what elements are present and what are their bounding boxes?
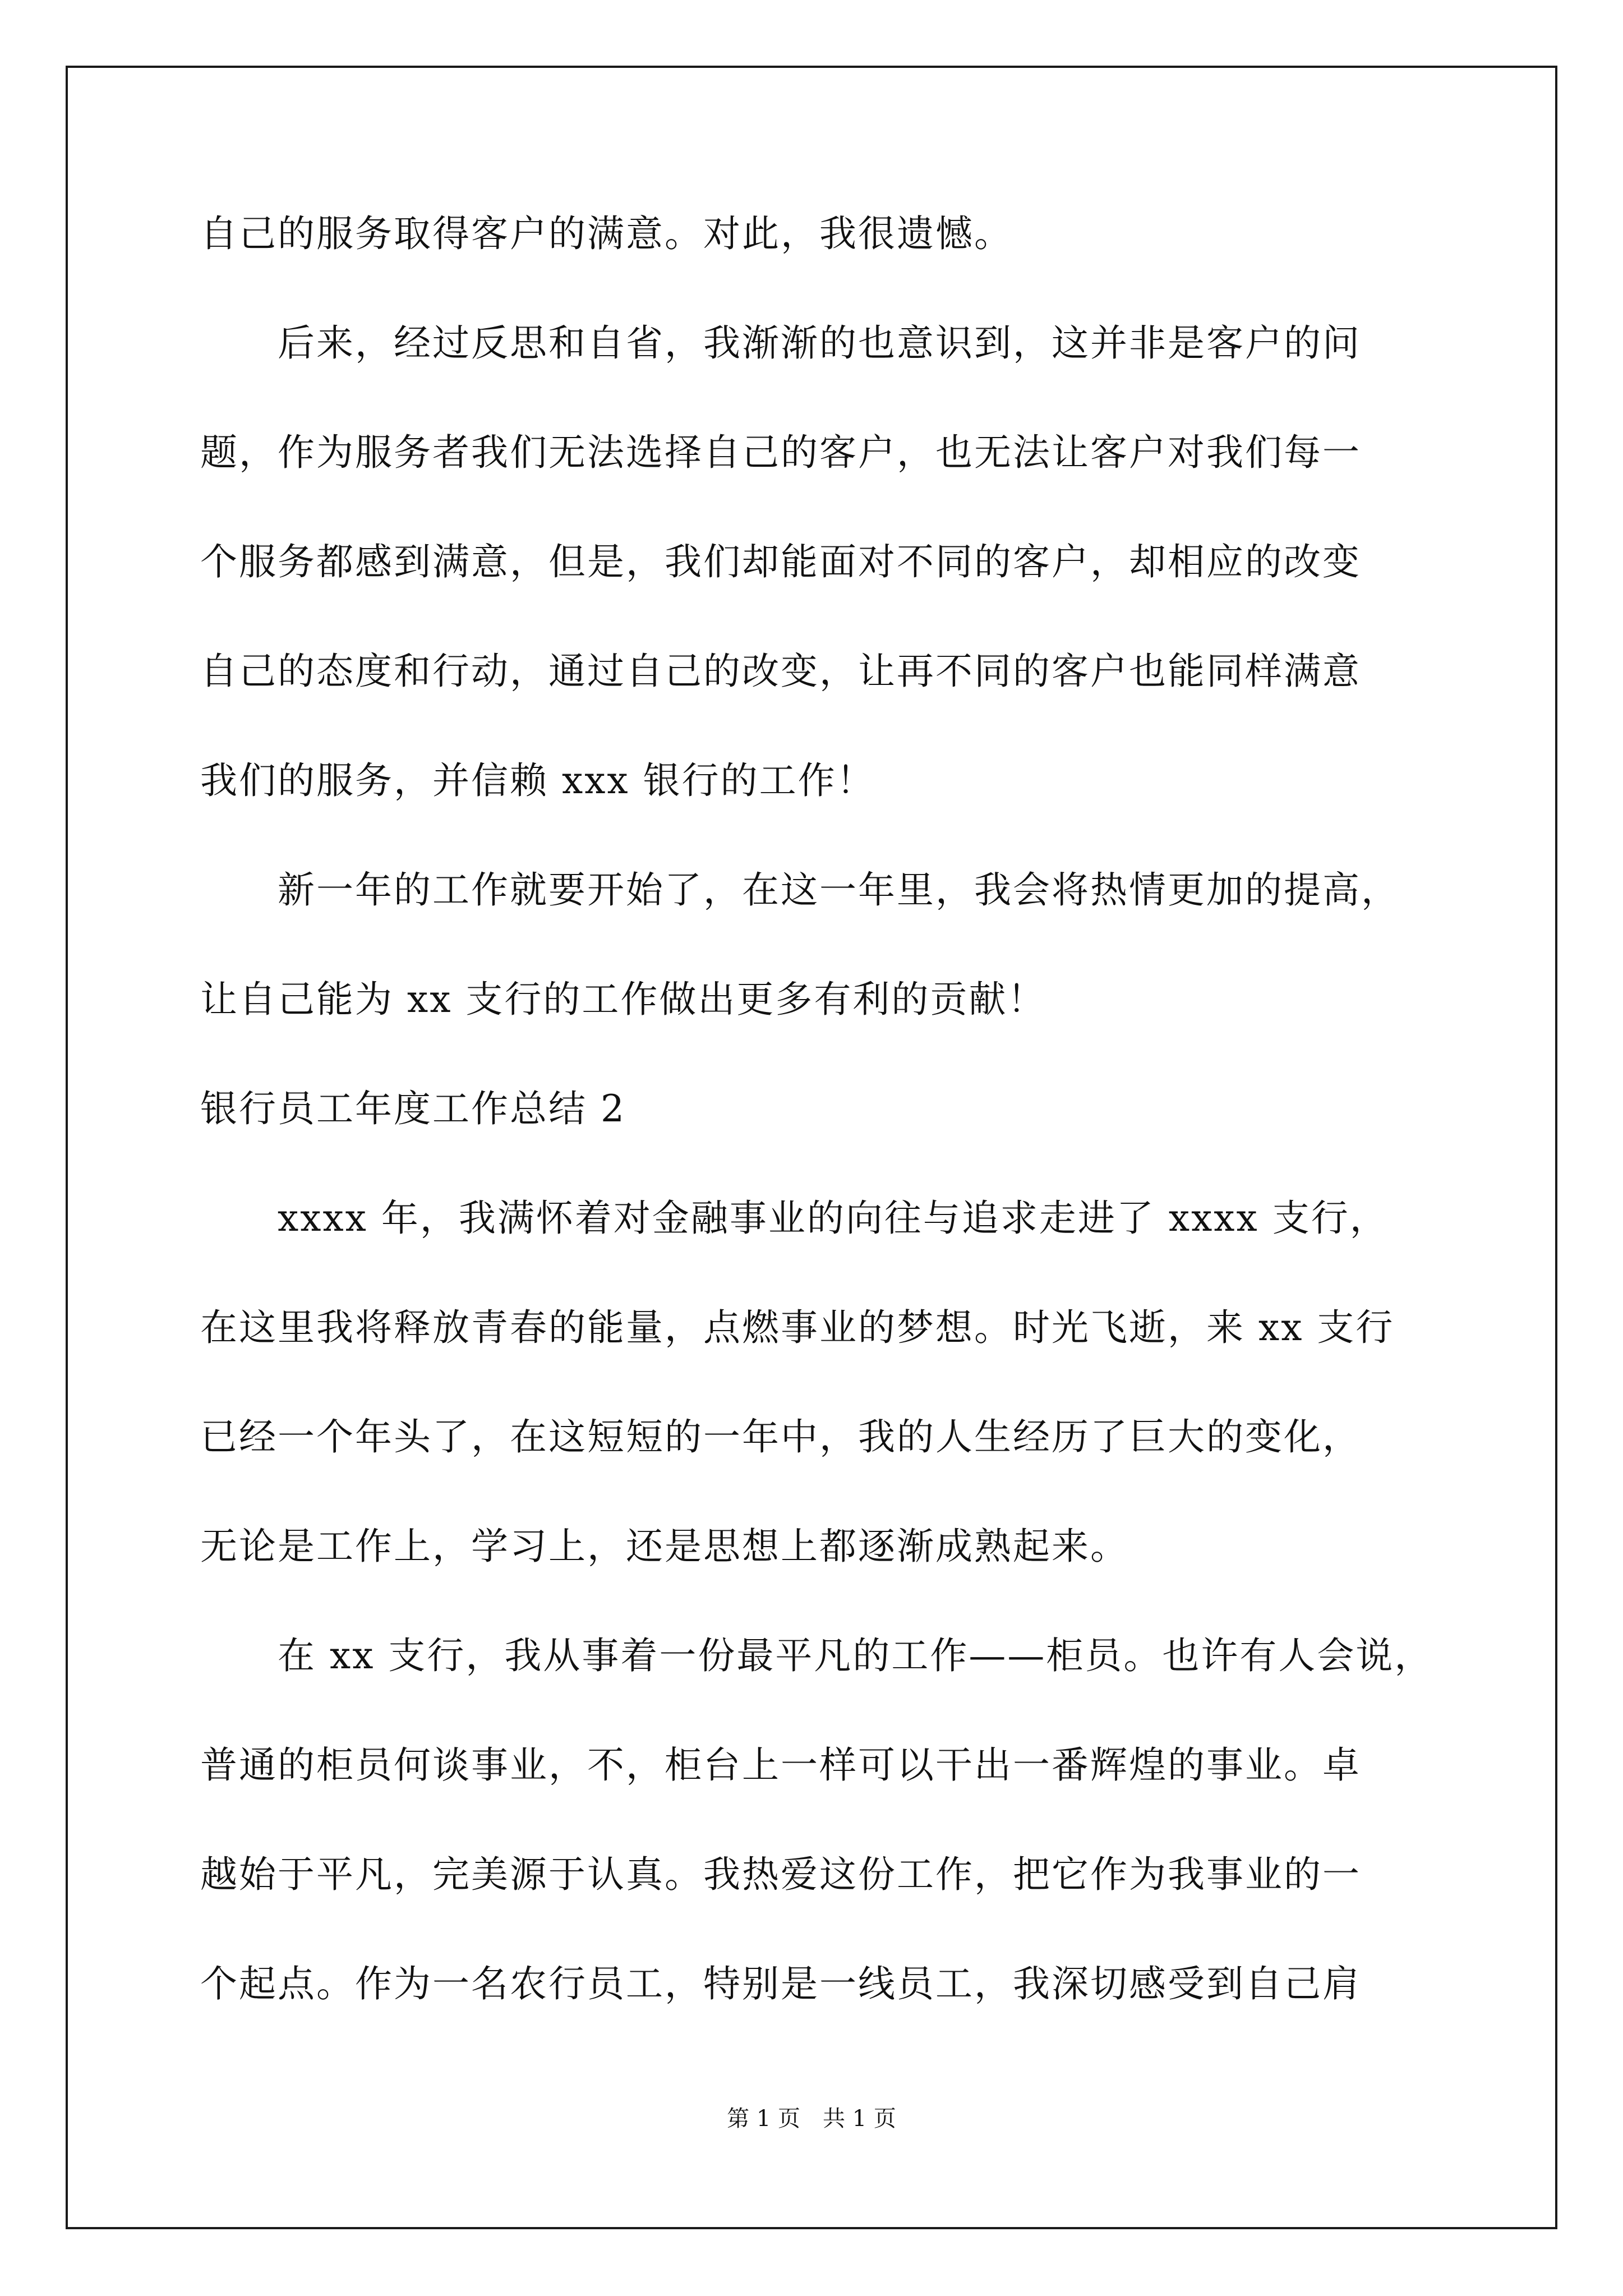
section-heading: 银行员工年度工作总结 2 bbox=[200, 1087, 626, 1130]
text-line: 无论是工作上，学习上，还是思想上都逐渐成熟起来。 bbox=[200, 1525, 1129, 1568]
text-line: 题，作为服务者我们无法选择自己的客户，也无法让客户对我们每一 bbox=[200, 431, 1361, 474]
text-line: 自己的态度和行动，通过自己的改变，让再不同的客户也能同样满意 bbox=[200, 650, 1361, 693]
text-line: 在这里我将释放青春的能量，点燃事业的梦想。时光飞逝，来 xx 支行 bbox=[200, 1306, 1395, 1349]
text-line: 自己的服务取得客户的满意。对此，我很遗憾。 bbox=[200, 212, 1013, 255]
text-line: xxxx 年，我满怀着对金融事业的向往与追求走进了 xxxx 支行， bbox=[200, 1197, 1389, 1240]
text-line: 新一年的工作就要开始了，在这一年里，我会将热情更加的提高， bbox=[200, 868, 1400, 912]
text-line: 已经一个年头了，在这短短的一年中，我的人生经历了巨大的变化， bbox=[200, 1415, 1361, 1458]
page-footer: 第 1 页 共 1 页 bbox=[727, 2106, 896, 2132]
text-line: 个服务都感到满意，但是，我们却能面对不同的客户，却相应的改变 bbox=[200, 540, 1361, 583]
text-line: 在 xx 支行，我从事着一份最平凡的工作——柜员。也许有人会说， bbox=[200, 1634, 1433, 1677]
text-line: 越始于平凡，完美源于认真。我热爱这份工作，把它作为我事业的一 bbox=[200, 1853, 1361, 1896]
text-line: 个起点。作为一名农行员工，特别是一线员工，我深切感受到自己肩 bbox=[200, 1962, 1361, 2005]
text-line: 普通的柜员何谈事业，不，柜台上一样可以干出一番辉煌的事业。卓 bbox=[200, 1743, 1361, 1787]
text-line: 后来，经过反思和自省，我渐渐的也意识到，这并非是客户的问 bbox=[200, 321, 1361, 365]
text-line: 让自己能为 xx 支行的工作做出更多有利的贡献！ bbox=[200, 978, 1046, 1021]
text-line: 我们的服务，并信赖 xxx 银行的工作！ bbox=[200, 759, 875, 802]
page-border bbox=[66, 66, 1557, 2229]
